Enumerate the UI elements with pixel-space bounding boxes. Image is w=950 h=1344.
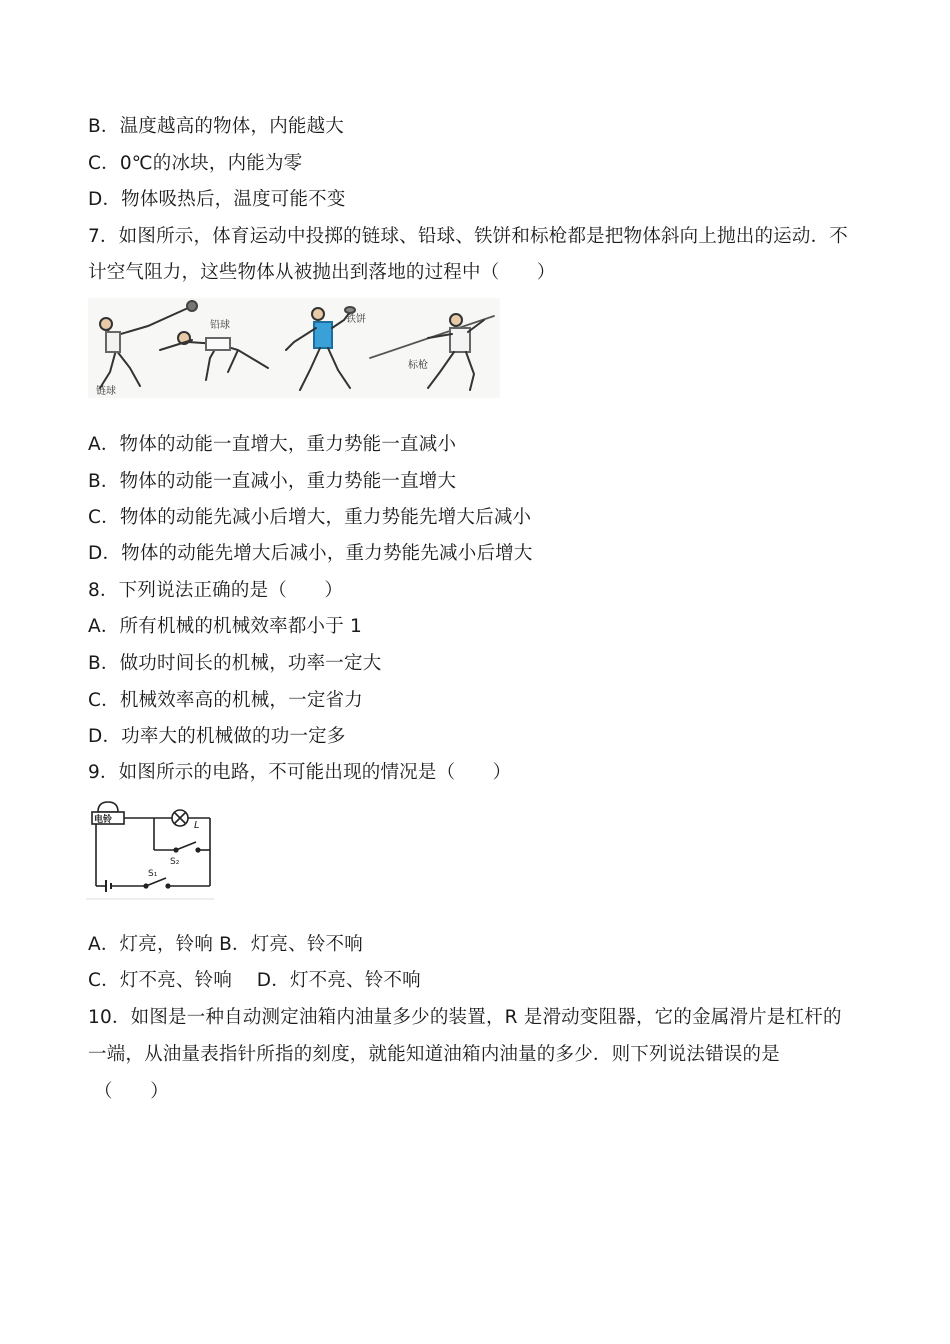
q8-option-a: A．所有机械的机械效率都小于 1 [88, 616, 363, 637]
q10-stem-line3: （ ） [94, 1081, 169, 1102]
q7-stem-line1: 7．如图所示，体育运动中投掷的链球、铅球、铁饼和标枪都是把物体斜向上抛出的运动．不 [88, 226, 848, 247]
q8-stem: 8．下列说法正确的是（ ） [88, 580, 344, 601]
q9-options-line1: A．灯亮，铃响 B．灯亮、铃不响 [88, 934, 363, 955]
q9-circuit-figure [86, 798, 214, 900]
q8-option-c: C．机械效率高的机械，一定省力 [88, 690, 363, 711]
q6-option-d: D．物体吸热后，温度可能不变 [88, 189, 346, 210]
label-s1: S₁ [148, 869, 158, 879]
q10-stem-line2: 一端，从油量表指针所指的刻度，就能知道油箱内油量的多少．则下列说法错误的是 [88, 1044, 780, 1065]
label-bell: 电铃 [94, 815, 113, 825]
bell-icon [98, 802, 118, 812]
label-hammer: 链球 [96, 386, 116, 397]
label-lamp: L [194, 820, 200, 831]
q7-option-a: A．物体的动能一直增大，重力势能一直减小 [88, 434, 457, 455]
q7-throwing-figure [88, 298, 500, 398]
q10-stem-line1: 10．如图是一种自动测定油箱内油量多少的装置，R 是滑动变阻器，它的金属滑片是杠杆的 [88, 1007, 842, 1028]
q7-stem-line2: 计空气阻力，这些物体从被抛出到落地的过程中（ ） [88, 262, 556, 283]
q9-stem: 9．如图所示的电路，不可能出现的情况是（ ） [88, 762, 512, 783]
label-javelin: 标枪 [408, 360, 428, 371]
label-shot: 铅球 [210, 320, 230, 331]
label-discus: 铁饼 [346, 314, 366, 325]
q7-option-b: B．物体的动能一直减小，重力势能一直增大 [88, 471, 457, 492]
q7-option-c: C．物体的动能先减小后增大，重力势能先增大后减小 [88, 507, 532, 528]
label-s2: S₂ [170, 857, 180, 867]
q9-options-line2: C．灯不亮、铃响 D．灯不亮、铃不响 [88, 970, 421, 991]
q6-option-c: C．0℃的冰块，内能为零 [88, 153, 303, 174]
q7-option-d: D．物体的动能先增大后减小，重力势能先减小后增大 [88, 543, 533, 564]
q8-option-d: D．功率大的机械做的功一定多 [88, 726, 346, 747]
q8-option-b: B．做功时间长的机械，功率一定大 [88, 653, 382, 674]
q6-option-b: B．温度越高的物体，内能越大 [88, 116, 344, 137]
